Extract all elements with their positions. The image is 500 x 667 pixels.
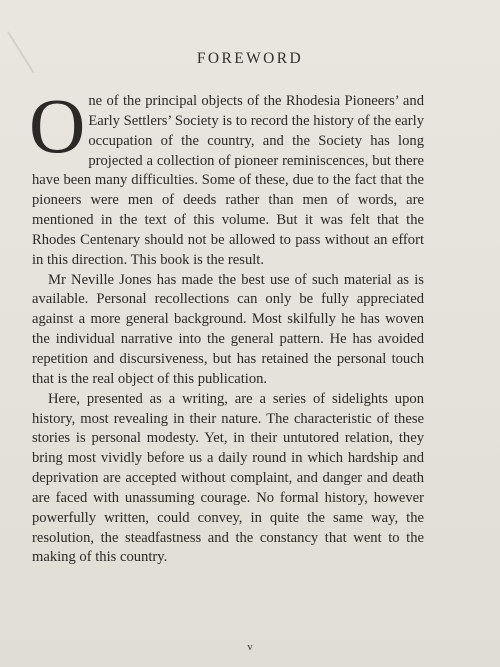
paragraph-1 <box>29 82 424 271</box>
page-number: v <box>247 641 253 653</box>
paragraph-1-text: ne of the principal objects of the Rhodesia Pioneers’ and Early Settlers’ Society is to record the history of the early occupation of the country, and the Society has long projected a collection of pioneer reminiscences, but there have been many difficulties. Some of these, due to the fact that the pioneers were men of deeds rather than men of words, are mentioned in the text of this volume. But it was felt that the Rhodes Centenary should not be allowed to pass without an effort in this direction. This book is the result. <box>32 93 424 268</box>
paragraph-3: Here, presented as a writing, are a series of sidelights upon history, most revealing in their nature. The characteristic of these stories is personal modesty. Yet, in their untutored relation, they bring most vividly before us a daily round in which hardship and deprivation are accepted without complaint, and danger and death are faced with unassuming courage. No formal history, however powerfully written, could convey, in quite the same way, the resolution, the steadfastness and the constancy that went to the making of this country. <box>32 390 424 566</box>
page-title: FOREWORD <box>196 50 304 67</box>
drop-cap: O <box>29 82 86 169</box>
foreword-text <box>29 82 424 568</box>
paragraph-2: Mr Neville Jones has made the best use of such material as is available. Personal recollections can only be fully appreciated against a more general background. Most skilfully he has woven the individual narrative into the general pattern. He has avoided repetition and discursiveness, but has retained the personal touch that is the real object of this publication. <box>32 271 424 387</box>
